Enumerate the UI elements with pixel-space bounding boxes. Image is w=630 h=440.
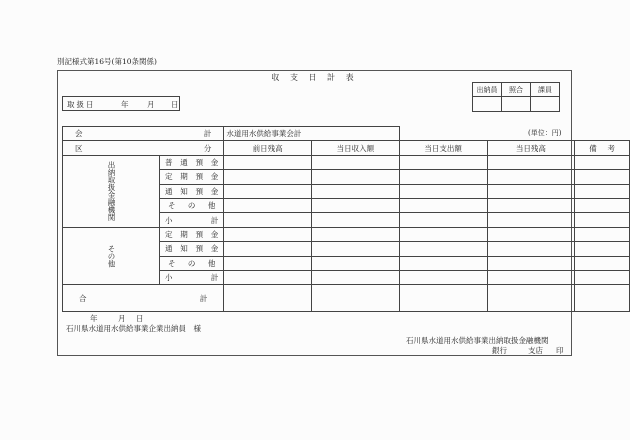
row-label: 通 知 預 金	[160, 184, 224, 198]
col-kubun: 区 分	[63, 141, 224, 155]
handling-date-label: 取扱日	[67, 100, 96, 109]
sign-branch: 支店	[528, 346, 543, 355]
stamp-header-shougou: 照合	[502, 83, 531, 97]
handling-date-box[interactable]	[62, 96, 180, 111]
stamp-header-kain: 課員	[531, 83, 560, 97]
col-expense: 当日支出額	[399, 141, 487, 155]
issuer-name: 石川県水道用水供給事業出納取扱金融機関	[406, 336, 549, 345]
sign-bank: 銀行	[492, 346, 507, 355]
row-label: そ の 他	[160, 256, 224, 270]
approval-stamp-box	[472, 82, 560, 112]
col-today-balance: 当日残高	[487, 141, 575, 155]
form-caption: 別記様式第16号(第10条関係)	[57, 57, 157, 66]
sign-seal: 印	[556, 346, 564, 355]
col-income: 当日収入額	[312, 141, 400, 155]
header-row	[63, 141, 630, 155]
group-label-bank: 出納取扱金融機関	[63, 155, 160, 227]
stamp-cell[interactable]	[473, 97, 502, 112]
stamp-cell[interactable]	[502, 97, 531, 112]
handling-date-day: 日	[171, 100, 179, 109]
row-label: 定 期 預 金	[160, 227, 224, 241]
form-title: 収 支 日 計 表	[271, 73, 358, 82]
group-label-other: その他	[63, 227, 160, 285]
row-label: 小 計	[160, 270, 224, 284]
total-label: 合 計	[63, 285, 224, 312]
handling-date-month: 月	[147, 100, 155, 109]
col-note: 備 考	[575, 141, 630, 155]
unit-label: (単位：円)	[528, 129, 562, 137]
handling-date-year: 年	[121, 100, 129, 109]
date-month: 月	[118, 314, 126, 323]
table-row	[63, 155, 630, 169]
addressee: 石川県水道用水供給事業企業出納員 様	[66, 324, 201, 333]
date-day: 日	[136, 314, 144, 323]
row-label: そ の 他	[160, 198, 224, 212]
stamp-header-suitouin: 出納員	[473, 83, 502, 97]
daily-balance-table	[62, 126, 630, 312]
row-label: 普 通 預 金	[160, 155, 224, 169]
stamp-cell[interactable]	[531, 97, 560, 112]
table-row	[63, 227, 630, 241]
account-value: 水道用水供給事業会計	[224, 127, 399, 141]
date-year: 年	[90, 314, 98, 323]
row-label: 小 計	[160, 213, 224, 227]
row-label: 定 期 預 金	[160, 170, 224, 184]
row-label: 通 知 預 金	[160, 242, 224, 256]
total-row	[63, 285, 630, 312]
col-prev-balance: 前日残高	[224, 141, 312, 155]
account-label-cell: 会 計	[63, 127, 224, 141]
account-row	[63, 127, 630, 141]
